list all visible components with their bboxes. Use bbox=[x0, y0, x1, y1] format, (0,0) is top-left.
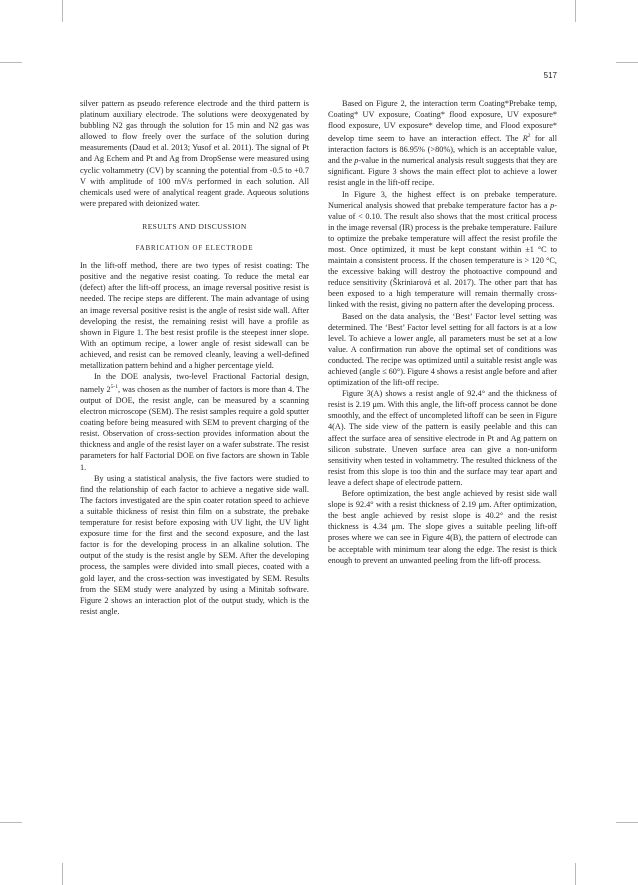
crop-mark-top-right-h bbox=[616, 62, 638, 63]
left-column bbox=[80, 98, 309, 617]
paragraph-best-factor: Based on the data analysis, the ‘Best’ Factor level setting was determined. The ‘Best’ Factor level setting for all factors is at a low level. To achieve a lower angle, all parameters must be set at a low value. A confirmation run above the optimal set of conditions was conducted. The recipe was optimized until a suitable resist angle was achieved (angle ≤ 60°). Figure 4 shows a resist angle before and after optimization of the lift-off recipe. bbox=[328, 311, 557, 388]
crop-mark-bottom-left-h bbox=[0, 822, 22, 823]
r-squared-superscript: 2 bbox=[527, 133, 531, 140]
crop-mark-bottom-left bbox=[62, 863, 63, 885]
p-symbol-2: p bbox=[550, 200, 555, 210]
crop-mark-top-left bbox=[62, 0, 63, 22]
paragraph-prebake bbox=[328, 189, 557, 311]
prebake-text-b: -value of < 0.10. The result also shows that the most critical process in the image reversal (IR) process is the prebake temperature. Failure to optimize the prebake temperature will affect the resist profile the most. Once optimized, it must be kept constant within ±1 °C to maintain a consistent process. If the chosen temperature is > 120 °C, the excessive baking will destroy the photoactive compound and reduce sensitivity (Škriniarová et al. 2017). The other part that has been exposed to a high temperature will remain thermally cross-linked with the resist, giving no pattern after the developing process. bbox=[328, 200, 557, 310]
crop-mark-bottom-right bbox=[575, 863, 576, 885]
paragraph-doe bbox=[80, 371, 309, 473]
doe-text-a: In the DOE analysis, two-level Fractional Factorial design, namely 2 bbox=[80, 372, 309, 394]
doe-text-b: , was chosen as the number of factors is more than 4. The output of DOE, the resist angle, can be measured by a scanning electron microscope (SEM). The resist samples require a gold sputter coating before being measured with SEM to prevent charging of the resist. Observation of cross-section provides information about the thickness and angle of the resist layer on a wafer substrate. The resist parameters for half Factorial DOE on five factors are shown in Table 1. bbox=[80, 384, 309, 472]
crop-mark-bottom-right-h bbox=[616, 822, 638, 823]
paragraph-figure-3a: Figure 3(A) shows a resist angle of 92.4° and the thickness of resist is 2.19 μm. With this angle, the lift-off process cannot be done smoothly, and the effect of uncompleted liftoff can be seen in Figure 4(A). The side view of the pattern is easily peelable and this can affect the surface area of sensitive electrode in Pt and Ag pattern on silicon substrate. Uneven surface area can give a non-uniform sensitivity when tested in voltammetry. The resulted thickness of the resist from this slope is too thin and the surface may tear apart and leave a defect shape of electrode pattern. bbox=[328, 389, 557, 487]
interaction-text-c: -value in the numerical analysis result suggests that they are significant. Figure 3 shows the main effect plot to achieve a lower resist angle in the lift-off recipe. bbox=[328, 156, 558, 188]
right-column bbox=[328, 98, 557, 566]
paragraph-interaction-term bbox=[328, 98, 557, 189]
paragraph-methods-continued: silver pattern as pseudo reference electrode and the third pattern is platinum auxiliary electrode. The solutions were deoxygenated by bubbling N2 gas through the solution for 15 min and N2 gas was allowed to flow freely over the surface of the solution during measurements (Daud et al. 2013; Yusof et al. 2011). The signal of Pt and Ag Echem and Pt and Ag from DropSense were measured using cyclic voltammetry (CV) by scanning the potential from -0.5 to +0.7 V with amplitude of 100 mV/s performed in each solution. All chemicals used were of analytical reagent grade. Aqueous solutions were prepared with deionized water. bbox=[80, 99, 309, 208]
paragraph-lift-off: In the lift-off method, there are two types of resist coating: The positive and the negative resist coating. To reduce the metal ear (defect) after the lift-off process, an image reversal positive resist is needed. The recipe steps are different. The main advantage of using an image reversal positive resist is the angle of resist side wall. After developing the resist, the remaining resist will have a profile as shown in Figure 1. The best resist profile is the steepest inner slope. With an optimum recipe, a lower angle of resist sidewall can be achieved, and resist can be removed cleanly, leaving a well-defined metallization pattern behind and a higher percentage yield. bbox=[80, 261, 309, 370]
paragraph-statistical-analysis: By using a statistical analysis, the five factors were studied to find the relationship of each factor to achieve a negative side wall. The factors investigated are the spin coater rotation speed to achieve a suitable thickness of resist thin film on a substrate, the prebake temperature for resist before exposing with UV light, the UV light exposure time for the first and the second exposure, and the last factor is for the developing process in an alkaline solution. The output of the study is the resist angle by SEM. After the developing process, the samples were divided into small pieces, coated with a gold layer, and the cross-section was investigated by SEM. Results from the SEM study were analyzed by using a Minitab software. Figure 2 shows an interaction plot of the output study, which is the resist angle. bbox=[80, 473, 309, 616]
section-heading-results: RESULTS AND DISCUSSION bbox=[142, 221, 247, 231]
crop-mark-top-right bbox=[575, 0, 576, 22]
crop-mark-top-left-h bbox=[0, 62, 22, 63]
paragraph-before-optimization: Before optimization, the best angle achieved by resist side wall slope is 92.4° with a resist thickness of 2.19 μm. After optimization, the best angle achieved by resist slope is 40.2° and the resist thickness is 4.34 μm. The slope gives a suitable peeling lift-off proses where we can see in Figure 4(B), the pattern of electrode can be acceptable with minimum tear along the edge. The resist is thick enough to prevent an unwanted peeling from the lift-off process. bbox=[328, 489, 557, 565]
doe-superscript: 5-1 bbox=[110, 384, 118, 391]
interaction-text-b: for all interaction factors is 86.95% (>80%), which is an acceptable value, and the bbox=[328, 134, 557, 166]
subheading-fabrication: FABRICATION OF ELECTRODE bbox=[135, 245, 254, 253]
page-number: 517 bbox=[543, 71, 557, 80]
prebake-text-a: In Figure 3, the highest effect is on prebake temperature. Numerical analysis showed that prebake temperature factor has a bbox=[328, 189, 557, 210]
r-squared-symbol: R bbox=[522, 134, 528, 144]
p-symbol: p bbox=[354, 156, 359, 166]
interaction-text-a: Based on Figure 2, the interaction term Coating*Prebake temp, Coating* UV exposure, Coating* flood exposure, UV exposure* flood exposure, UV exposure* develop time, and Flood exposure* develop time seem to have an interaction effect. The bbox=[328, 99, 557, 144]
